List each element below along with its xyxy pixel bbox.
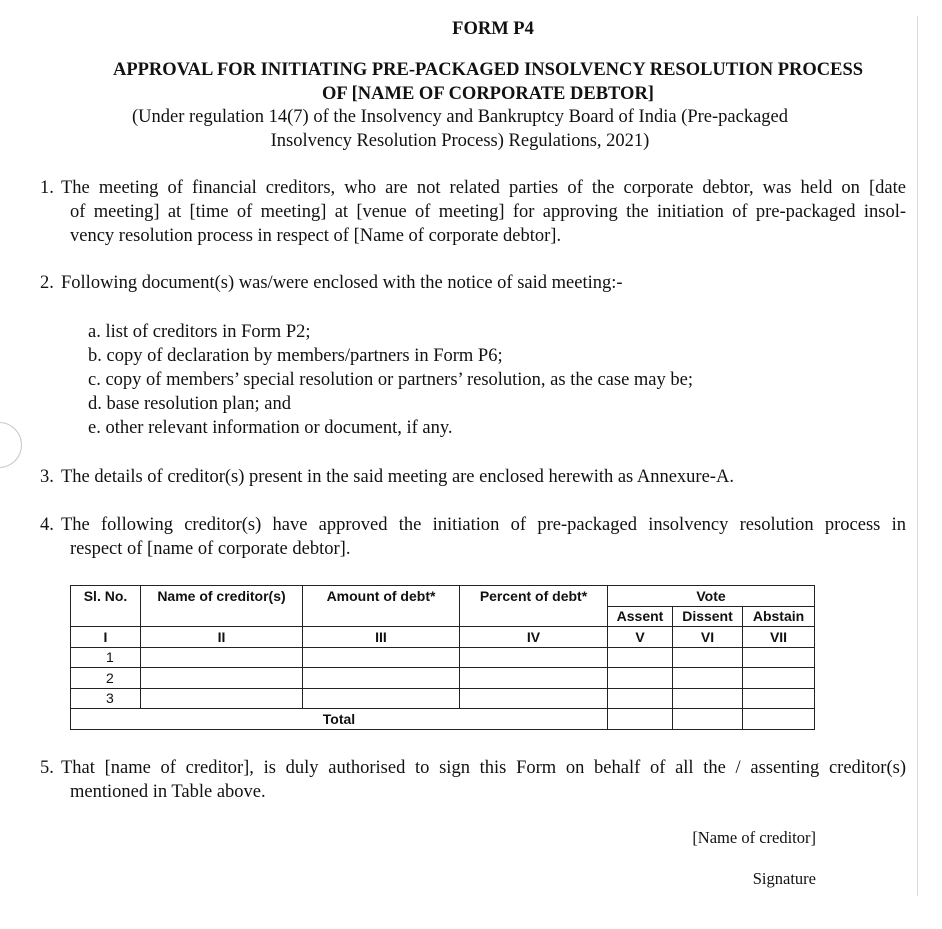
table-cell[interactable] [743,688,815,709]
page-right-rule [917,16,918,896]
paragraph-1-number: 1. [40,178,54,198]
form-title-line2: OF [NAME OF CORPORATE DEBTOR] [322,84,654,104]
document-list [88,320,693,440]
paragraph-4 [40,513,906,561]
paragraph-2-text: Following document(s) was/were enclosed with the notice of said meeting:- [61,273,623,293]
paragraph-2-number: 2. [40,273,54,293]
row-number: 3 [71,688,141,709]
roman-numeral: VII [743,627,815,648]
table-cell[interactable] [460,668,608,689]
document-list-item: a. list of creditors in Form P2; [88,322,311,342]
header-abstain: Abstain [743,606,815,627]
table-roman-row [71,627,815,648]
document-list-item: d. base resolution plan; and [88,394,291,414]
total-cell[interactable] [608,709,673,730]
roman-numeral: V [608,627,673,648]
form-subtitle [90,105,830,153]
paragraph-3 [40,465,906,489]
header-vote: Vote [608,586,815,607]
table-cell[interactable] [608,647,673,668]
document-list-item: b. copy of declaration by members/partners in Form P6; [88,346,503,366]
paragraph-5-line1: That [name of creditor], is duly authorised to sign this Form on behalf of all the / assenting creditor(s) [61,758,906,778]
table-cell[interactable] [303,647,460,668]
table-cell[interactable] [460,688,608,709]
table-row [71,647,815,668]
header-name-of-creditor: Name of creditor(s) [141,586,303,627]
paragraph-1 [40,176,906,248]
table-cell[interactable] [608,668,673,689]
paragraph-1-line2: of meeting] at [time of meeting] at [venue of meeting] for approving the initiation of pre-packaged insol- [70,202,906,222]
paragraph-3-number: 3. [40,467,54,487]
table-cell[interactable] [743,668,815,689]
paragraph-1-line1: The meeting of financial creditors, who are not related parties of the corporate debtor, was held on [date [61,178,906,198]
header-sl-no: Sl. No. [71,586,141,627]
document-list-item: e. other relevant information or document, if any. [88,418,453,438]
row-number: 1 [71,647,141,668]
table-cell[interactable] [460,647,608,668]
table-cell[interactable] [141,668,303,689]
header-assent: Assent [608,606,673,627]
paragraph-1-line3: vency resolution process in respect of [Name of corporate debtor]. [70,226,562,246]
roman-numeral: I [71,627,141,648]
paragraph-4-number: 4. [40,515,54,535]
total-label: Total [71,709,608,730]
total-cell[interactable] [743,709,815,730]
roman-numeral: IV [460,627,608,648]
paragraph-4-line2: respect of [name of corporate debtor]. [70,539,351,559]
paragraph-5-number: 5. [40,758,54,778]
table-cell[interactable] [673,647,743,668]
table-row [71,688,815,709]
table-cell[interactable] [141,688,303,709]
table-total-row [71,709,815,730]
header-amount-of-debt: Amount of debt* [303,586,460,627]
creditor-name-placeholder: [Name of creditor] [692,828,816,847]
table-cell[interactable] [673,688,743,709]
side-scroll-marker [0,422,22,468]
table-cell[interactable] [608,688,673,709]
roman-numeral: III [303,627,460,648]
header-dissent: Dissent [673,606,743,627]
table-row [71,668,815,689]
roman-numeral: II [141,627,303,648]
table-cell[interactable] [141,647,303,668]
creditor-table [70,585,815,730]
form-subtitle-line1: (Under regulation 14(7) of the Insolvency and Bankruptcy Board of India (Pre-packaged [131,107,788,127]
form-title-line1: APPROVAL FOR INITIATING PRE-PACKAGED INSOLVENCY RESOLUTION PROCESS [112,60,864,80]
paragraph-5-line2: mentioned in Table above. [70,782,266,802]
form-number: FORM P4 [452,19,534,39]
table-cell[interactable] [303,668,460,689]
document-list-item: c. copy of members’ special resolution or partners’ resolution, as the case may be; [88,370,693,390]
header-percent-of-debt: Percent of debt* [460,586,608,627]
total-cell[interactable] [673,709,743,730]
paragraph-3-text: The details of creditor(s) present in the said meeting are enclosed herewith as Annexure-A. [61,467,734,487]
roman-numeral: VI [673,627,743,648]
table-cell[interactable] [673,668,743,689]
table-cell[interactable] [303,688,460,709]
paragraph-4-line1: The following creditor(s) have approved the initiation of pre-packaged insolvency resolution process in [61,515,906,535]
signature-label: Signature [752,869,816,888]
form-title [80,58,896,106]
table-cell[interactable] [743,647,815,668]
form-subtitle-line2: Insolvency Resolution Process) Regulations, 2021) [270,131,650,151]
row-number: 2 [71,668,141,689]
paragraph-5 [40,756,906,804]
paragraph-2 [40,271,906,295]
table-header-row [71,586,815,607]
